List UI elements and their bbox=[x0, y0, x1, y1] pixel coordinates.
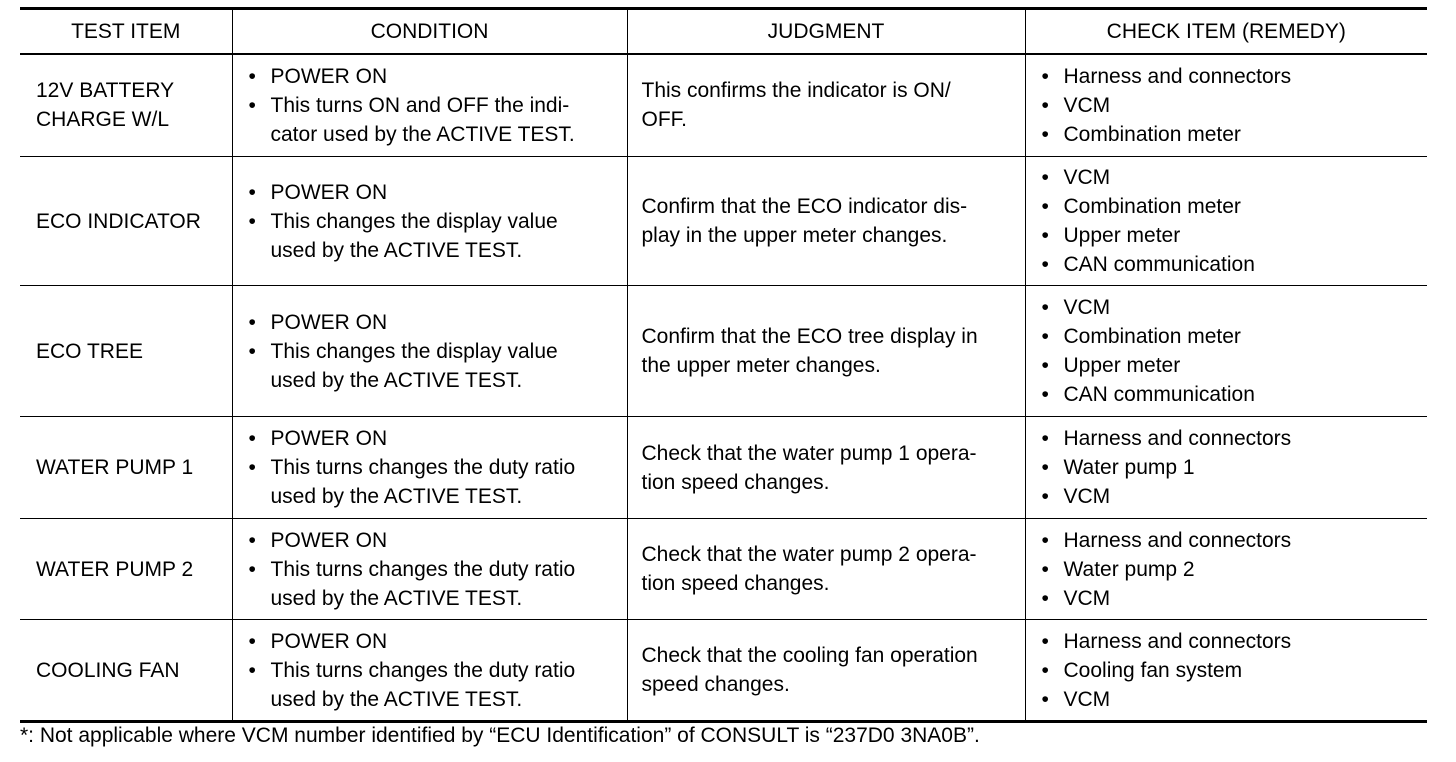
condition-list bbox=[247, 424, 619, 511]
list-item-text: VCM bbox=[1063, 166, 1111, 189]
table-row bbox=[20, 417, 1427, 519]
list-item-text: VCM bbox=[1063, 485, 1111, 508]
bullet-icon: • bbox=[248, 427, 256, 450]
judgment-cell: Confirm that the ECO indicator dis- play in the upper meter changes. bbox=[627, 157, 1025, 286]
list-item bbox=[247, 453, 619, 511]
bullet-icon: • bbox=[1041, 325, 1049, 348]
bullet-icon: • bbox=[248, 209, 256, 233]
list-item-text: Combination meter bbox=[1063, 122, 1241, 146]
condition-cell bbox=[232, 157, 627, 286]
list-item bbox=[1040, 91, 1420, 120]
bullet-icon: • bbox=[1041, 166, 1049, 189]
list-item bbox=[247, 627, 619, 656]
list-item-text: POWER ON bbox=[270, 180, 388, 204]
bullet-icon: • bbox=[1041, 64, 1049, 88]
judgment-cell: Check that the cooling fan operation speed changes. bbox=[627, 620, 1025, 722]
list-item-text: POWER ON bbox=[270, 310, 388, 334]
list-item-text: VCM bbox=[1063, 687, 1111, 711]
test-item-cell: ECO INDICATOR bbox=[20, 157, 232, 286]
list-item bbox=[247, 207, 619, 265]
test-item-cell: COOLING FAN bbox=[20, 620, 232, 722]
check-item-list bbox=[1040, 62, 1420, 149]
check-item-cell bbox=[1025, 286, 1427, 417]
list-item-text: VCM bbox=[1063, 586, 1111, 610]
test-item-cell: 12V BATTERY CHARGE W/L bbox=[20, 54, 232, 157]
active-test-table bbox=[20, 7, 1427, 723]
check-item-cell bbox=[1025, 54, 1427, 157]
check-item-cell bbox=[1025, 417, 1427, 519]
list-item-text: CAN communication bbox=[1063, 253, 1255, 276]
bullet-icon: • bbox=[1041, 687, 1049, 711]
list-item bbox=[1040, 163, 1420, 192]
list-item bbox=[247, 178, 619, 207]
bullet-icon: • bbox=[248, 456, 256, 479]
list-item-text: Water pump 2 bbox=[1063, 557, 1195, 581]
list-item bbox=[1040, 424, 1420, 453]
list-item-text: Harness and connectors bbox=[1063, 629, 1292, 653]
list-item-text: VCM bbox=[1063, 93, 1111, 117]
bullet-icon: • bbox=[1041, 296, 1049, 319]
list-item-text: This turns changes the duty ratio used by the ACTIVE TEST. bbox=[270, 658, 576, 711]
header-row bbox=[20, 9, 1427, 54]
list-item bbox=[247, 424, 619, 453]
bullet-icon: • bbox=[1041, 224, 1049, 247]
list-item-text: Upper meter bbox=[1063, 224, 1181, 247]
bullet-icon: • bbox=[1041, 427, 1049, 450]
list-item bbox=[1040, 322, 1420, 351]
list-item-text: POWER ON bbox=[270, 629, 388, 653]
bullet-icon: • bbox=[248, 339, 256, 363]
list-item-text: This changes the display value used by the ACTIVE TEST. bbox=[270, 339, 558, 392]
list-item bbox=[1040, 482, 1420, 511]
table-row bbox=[20, 157, 1427, 286]
list-item bbox=[1040, 62, 1420, 91]
table-row bbox=[20, 286, 1427, 417]
judgment-cell: Check that the water pump 2 opera- tion speed changes. bbox=[627, 519, 1025, 620]
table-row bbox=[20, 620, 1427, 722]
list-item bbox=[1040, 584, 1420, 613]
condition-list bbox=[247, 62, 619, 149]
bullet-icon: • bbox=[1041, 93, 1049, 117]
bullet-icon: • bbox=[1041, 195, 1049, 218]
bullet-icon: • bbox=[248, 310, 256, 334]
list-item bbox=[1040, 656, 1420, 685]
list-item bbox=[247, 62, 619, 91]
list-item bbox=[1040, 120, 1420, 149]
list-item bbox=[247, 656, 619, 714]
list-item-text: POWER ON bbox=[270, 528, 388, 552]
list-item-text: Water pump 1 bbox=[1063, 456, 1195, 479]
bullet-icon: • bbox=[1041, 354, 1049, 377]
bullet-icon: • bbox=[1041, 557, 1049, 581]
condition-cell bbox=[232, 54, 627, 157]
list-item bbox=[1040, 453, 1420, 482]
list-item bbox=[1040, 526, 1420, 555]
condition-cell bbox=[232, 620, 627, 722]
judgment-cell: This confirms the indicator is ON/ OFF. bbox=[627, 54, 1025, 157]
list-item bbox=[247, 308, 619, 337]
test-item-cell: ECO TREE bbox=[20, 286, 232, 417]
condition-list bbox=[247, 526, 619, 613]
list-item-text: Combination meter bbox=[1063, 325, 1241, 348]
bullet-icon: • bbox=[248, 629, 256, 653]
table-row bbox=[20, 54, 1427, 157]
list-item-text: VCM bbox=[1063, 296, 1111, 319]
check-item-list bbox=[1040, 526, 1420, 613]
bullet-icon: • bbox=[1041, 586, 1049, 610]
bullet-icon: • bbox=[1041, 658, 1049, 682]
list-item-text: Harness and connectors bbox=[1063, 427, 1292, 450]
list-item-text: POWER ON bbox=[270, 64, 388, 88]
condition-list bbox=[247, 627, 619, 714]
bullet-icon: • bbox=[248, 528, 256, 552]
list-item-text: This turns changes the duty ratio used by the ACTIVE TEST. bbox=[270, 456, 576, 508]
condition-cell bbox=[232, 286, 627, 417]
list-item-text: Combination meter bbox=[1063, 195, 1241, 218]
check-item-list bbox=[1040, 293, 1420, 409]
condition-list bbox=[247, 178, 619, 265]
list-item bbox=[1040, 293, 1420, 322]
list-item bbox=[1040, 685, 1420, 714]
header-condition: CONDITION bbox=[232, 9, 627, 54]
header-test-item: TEST ITEM bbox=[20, 9, 232, 54]
list-item bbox=[247, 555, 619, 613]
list-item bbox=[1040, 555, 1420, 584]
bullet-icon: • bbox=[248, 180, 256, 204]
header-check-item: CHECK ITEM (REMEDY) bbox=[1025, 9, 1427, 54]
bullet-icon: • bbox=[1041, 383, 1049, 406]
bullet-icon: • bbox=[248, 658, 256, 682]
bullet-icon: • bbox=[1041, 456, 1049, 479]
judgment-cell: Confirm that the ECO tree display in the upper meter changes. bbox=[627, 286, 1025, 417]
judgment-cell: Check that the water pump 1 opera- tion speed changes. bbox=[627, 417, 1025, 519]
bullet-icon: • bbox=[1041, 485, 1049, 508]
list-item-text: CAN communication bbox=[1063, 383, 1255, 406]
check-item-cell bbox=[1025, 519, 1427, 620]
list-item bbox=[247, 91, 619, 149]
list-item-text: Harness and connectors bbox=[1063, 64, 1292, 88]
list-item bbox=[1040, 192, 1420, 221]
list-item bbox=[1040, 250, 1420, 279]
check-item-list bbox=[1040, 627, 1420, 714]
test-item-cell: WATER PUMP 2 bbox=[20, 519, 232, 620]
test-item-cell: WATER PUMP 1 bbox=[20, 417, 232, 519]
list-item-text: Cooling fan system bbox=[1063, 658, 1243, 682]
list-item bbox=[247, 526, 619, 555]
list-item-text: This changes the display value used by the ACTIVE TEST. bbox=[270, 209, 558, 262]
bullet-icon: • bbox=[1041, 253, 1049, 276]
footnote: *: Not applicable where VCM number identified by “ECU Identification” of CONSULT is “237D0 3NA0B”. bbox=[20, 724, 980, 747]
list-item bbox=[1040, 351, 1420, 380]
header-judgment: JUDGMENT bbox=[627, 9, 1025, 54]
condition-cell bbox=[232, 417, 627, 519]
bullet-icon: • bbox=[248, 64, 256, 88]
bullet-icon: • bbox=[1041, 528, 1049, 552]
condition-list bbox=[247, 308, 619, 395]
check-item-cell bbox=[1025, 620, 1427, 722]
table-row bbox=[20, 519, 1427, 620]
list-item-text: This turns ON and OFF the indi- cator used by the ACTIVE TEST. bbox=[270, 93, 575, 146]
list-item bbox=[1040, 380, 1420, 409]
bullet-icon: • bbox=[1041, 629, 1049, 653]
check-item-list bbox=[1040, 424, 1420, 511]
bullet-icon: • bbox=[1041, 122, 1049, 146]
list-item-text: POWER ON bbox=[270, 427, 388, 450]
list-item-text: Harness and connectors bbox=[1063, 528, 1292, 552]
bullet-icon: • bbox=[248, 93, 256, 117]
check-item-cell bbox=[1025, 157, 1427, 286]
list-item bbox=[1040, 627, 1420, 656]
list-item bbox=[1040, 221, 1420, 250]
condition-cell bbox=[232, 519, 627, 620]
check-item-list bbox=[1040, 163, 1420, 279]
list-item bbox=[247, 337, 619, 395]
list-item-text: Upper meter bbox=[1063, 354, 1181, 377]
bullet-icon: • bbox=[248, 557, 256, 581]
list-item-text: This turns changes the duty ratio used by the ACTIVE TEST. bbox=[270, 557, 576, 610]
